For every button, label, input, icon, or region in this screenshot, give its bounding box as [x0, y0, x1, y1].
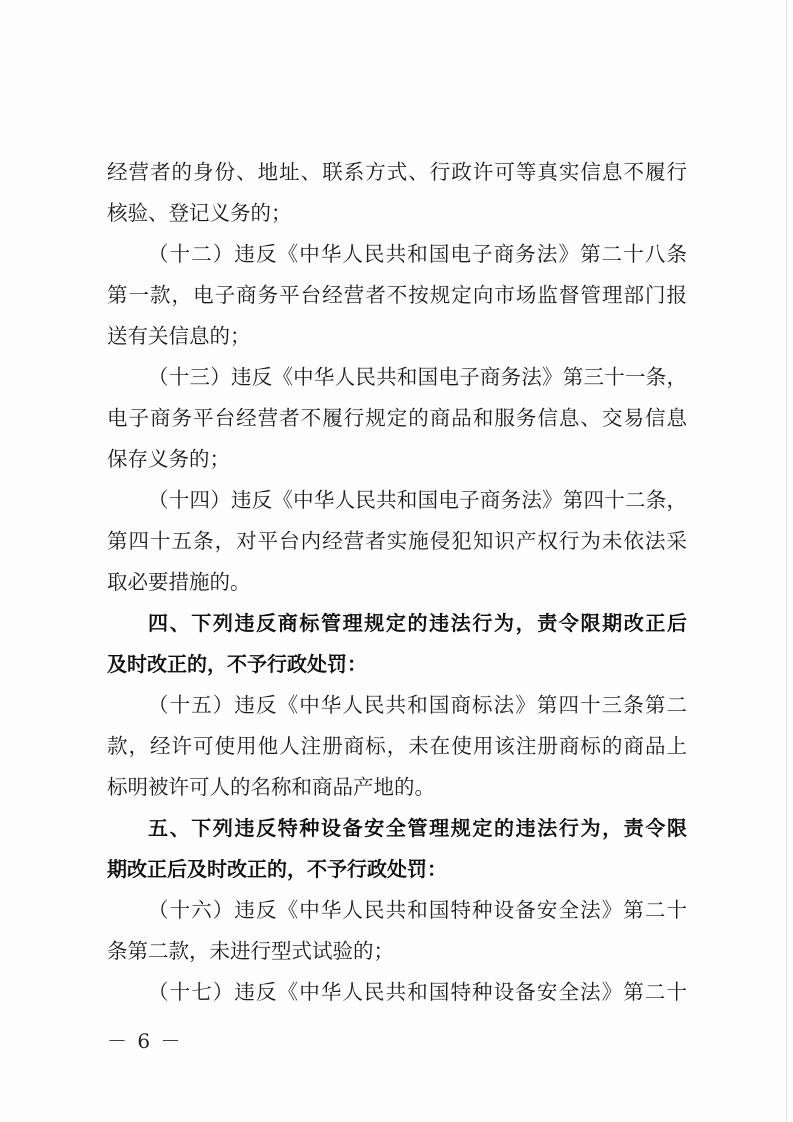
text-line: 经营者的身份、地址、联系方式、行政许可等真实信息不履行 [107, 160, 687, 184]
text-line: 标明被许可人的名称和商品产地的。 [107, 775, 435, 799]
text-line: 取必要措施的。 [107, 570, 251, 594]
page-number: － 6 － [107, 1029, 183, 1053]
paragraph-item-12 [107, 234, 687, 357]
text-line: （十四）违反《中华人民共和国电子商务法》第四十二条， [148, 488, 687, 512]
heading-line: 四、下列违反商标管理规定的违法行为，责令限期改正后 [148, 611, 687, 635]
text-line: 条第二款，未进行型式试验的； [107, 939, 394, 963]
heading-line: 及时改正的，不予行政处罚： [107, 652, 367, 676]
text-line: 电子商务平台经营者不履行规定的商品和服务信息、交易信息 [107, 406, 687, 430]
text-line: （十五）违反《中华人民共和国商标法》第四十三条第二 [148, 693, 687, 717]
paragraph-item-17 [107, 972, 687, 1013]
paragraph-item-14 [107, 480, 687, 603]
text-line: （十二）违反《中华人民共和国电子商务法》第二十八条 [148, 242, 687, 266]
paragraph-item-13 [107, 357, 687, 480]
text-line: （十六）违反《中华人民共和国特种设备安全法》第二十 [148, 898, 687, 922]
document-body [107, 152, 687, 1013]
heading-line: 五、下列违反特种设备安全管理规定的违法行为，责令限 [148, 816, 687, 840]
text-line: 款，经许可使用他人注册商标，未在使用该注册商标的商品上 [107, 734, 687, 758]
text-line: 第四十五条，对平台内经营者实施侵犯知识产权行为未依法采 [107, 529, 687, 553]
text-line: （十三）违反《中华人民共和国电子商务法》第三十一条， [148, 365, 687, 389]
scan-edge-line [786, 0, 787, 1122]
section-heading-4 [107, 603, 687, 685]
text-line: 核验、登记义务的； [107, 201, 292, 225]
paragraph-item-15 [107, 685, 687, 808]
section-heading-5 [107, 808, 687, 890]
text-line: 送有关信息的； [107, 324, 251, 348]
paragraph-continuation [107, 152, 687, 234]
heading-line: 期改正后及时改正的，不予行政处罚： [107, 857, 447, 881]
paragraph-item-16 [107, 890, 687, 972]
text-line: 保存义务的； [107, 447, 230, 471]
text-line: （十七）违反《中华人民共和国特种设备安全法》第二十 [148, 980, 687, 1004]
text-line: 第一款，电子商务平台经营者不按规定向市场监督管理部门报 [107, 283, 687, 307]
